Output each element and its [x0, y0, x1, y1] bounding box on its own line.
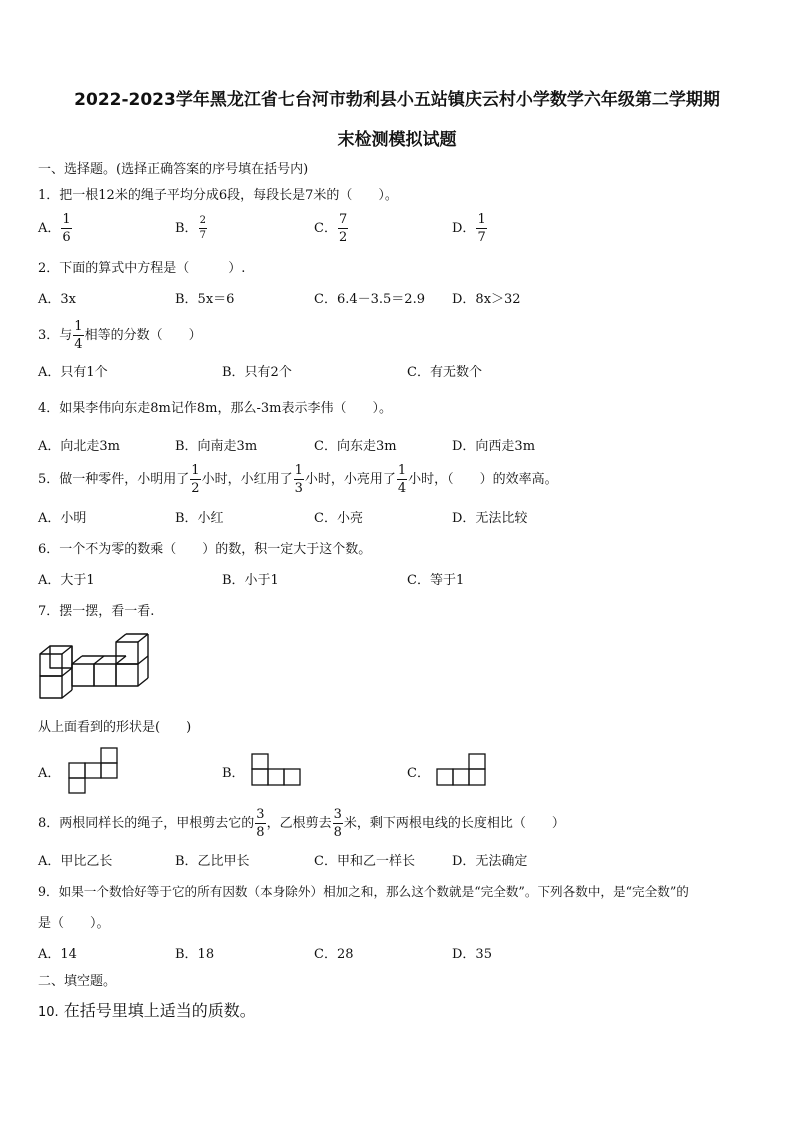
q7-sub-question: 从上面看到的形状是( ) — [38, 720, 192, 735]
q2-option-b[interactable]: B．5x＝6 — [175, 292, 235, 307]
q1-stem: 1．把一根12米的绳子平均分成6段，每段长是7米的（ ）。 — [38, 188, 398, 203]
q7-stem: 7．摆一摆，看一看. — [38, 604, 155, 619]
q5-option-c[interactable]: C．小亮 — [314, 511, 363, 526]
q8-option-b[interactable]: B．乙比甲长 — [175, 854, 250, 869]
q6-stem: 6．一个不为零的数乘（ ）的数，积一定大于这个数。 — [38, 542, 372, 557]
q1-c-fraction: $\frac{7}{2}$ — [338, 212, 348, 245]
q8-fraction-2: $\frac{3}{8}$ — [333, 807, 342, 840]
q4-option-a[interactable]: A．向北走3m — [38, 439, 120, 454]
q9-stem-line-2: 是（ ）。 — [38, 916, 110, 931]
q2-stem: 2．下面的算式中方程是（ ）. — [38, 261, 246, 276]
q3-option-b[interactable]: B．只有2个 — [222, 365, 292, 380]
q5-stem: 5．做一种零件，小明用了 $\frac{1}{2}$ 小时，小红用了 $\frac{1}{3}$ 小时，小亮用了 $\frac{1}{4}$ 小时，（ ）的效率高。 — [38, 463, 558, 496]
q8-option-c[interactable]: C．甲和乙一样长 — [314, 854, 415, 869]
q3-option-c[interactable]: C．有无数个 — [407, 365, 482, 380]
title-line-1: 2022-2023学年黑龙江省七台河市勃利县小五站镇庆云村小学数学六年级第二学期期 — [74, 90, 720, 110]
q5-fraction-1: $\frac{1}{2}$ — [191, 463, 200, 496]
q10-stem: 10. 在括号里填上适当的质数。 — [38, 1001, 256, 1020]
q7-option-c[interactable]: C． — [407, 766, 430, 781]
q1-b-fraction: $\frac{2}{7}$ — [199, 215, 206, 241]
q4-option-c[interactable]: C．向东走3m — [314, 439, 397, 454]
cube-stack-figure — [40, 640, 142, 700]
q5-fraction-3: $\frac{1}{4}$ — [397, 463, 407, 496]
q2-option-d[interactable]: D．8x＞32 — [452, 292, 521, 307]
q3-stem: 3．与 $\frac{1}{4}$ 相等的分数（ ） — [38, 319, 202, 352]
q9-option-d[interactable]: D．35 — [452, 947, 492, 962]
q4-option-d[interactable]: D．向西走3m — [452, 439, 536, 454]
q6-option-a[interactable]: A．大于1 — [38, 573, 95, 588]
q1-option-b[interactable]: B． $\frac{2}{7}$ — [175, 215, 206, 241]
q1-option-a[interactable]: A． $\frac{1}{6}$ — [38, 212, 71, 245]
q1-option-c[interactable]: C． $\frac{7}{2}$ — [314, 212, 348, 245]
q1-option-d[interactable]: D． $\frac{1}{7}$ — [452, 212, 486, 245]
q8-option-d[interactable]: D．无法确定 — [452, 854, 528, 869]
q8-fraction-1: $\frac{3}{8}$ — [256, 807, 265, 840]
q7-option-b-shape — [251, 753, 303, 787]
q5-option-b[interactable]: B．小红 — [175, 511, 224, 526]
q2-option-a[interactable]: A．3x — [38, 292, 76, 307]
q2-option-c[interactable]: C．6.4－3.5＝2.9 — [314, 292, 425, 307]
q6-option-b[interactable]: B．小于1 — [222, 573, 279, 588]
section-1-heading: 一、选择题。(选择正确答案的序号填在括号内) — [38, 162, 309, 177]
section-2-heading: 二、填空题。 — [38, 974, 117, 989]
q7-option-a-shape — [68, 748, 119, 796]
q8-option-a[interactable]: A．甲比乙长 — [38, 854, 113, 869]
q5-fraction-2: $\frac{1}{3}$ — [294, 463, 303, 496]
title-line-2: 末检测模拟试题 — [337, 130, 457, 150]
q4-option-b[interactable]: B．向南走3m — [175, 439, 258, 454]
q7-option-b[interactable]: B． — [222, 766, 245, 781]
q5-option-d[interactable]: D．无法比较 — [452, 511, 528, 526]
q7-option-a[interactable]: A． — [38, 766, 61, 781]
q9-option-c[interactable]: C．28 — [314, 947, 354, 962]
q6-option-c[interactable]: C．等于1 — [407, 573, 465, 588]
q9-option-a[interactable]: A．14 — [38, 947, 77, 962]
q1-d-fraction: $\frac{1}{7}$ — [477, 212, 486, 245]
q4-stem: 4．如果李伟向东走8m记作8m，那么-3m表示李伟（ ）。 — [38, 401, 392, 416]
q8-stem: 8．两根同样长的绳子，甲根剪去它的 $\frac{3}{8}$ ，乙根剪去 $\frac{3}{8}$ 米，剩下两根电线的长度相比（ ） — [38, 807, 565, 840]
q9-option-b[interactable]: B．18 — [175, 947, 215, 962]
q3-option-a[interactable]: A．只有1个 — [38, 365, 108, 380]
q5-option-a[interactable]: A．小明 — [38, 511, 87, 526]
q9-stem-line-1: 9．如果一个数恰好等于它的所有因数（本身除外）相加之和，那么这个数就是“完全数”。下列各数中，是“完全数”的 — [38, 884, 689, 899]
q1-a-fraction: $\frac{1}{6}$ — [62, 212, 71, 245]
q7-option-c-shape — [436, 753, 488, 787]
q3-fraction: $\frac{1}{4}$ — [74, 319, 83, 352]
